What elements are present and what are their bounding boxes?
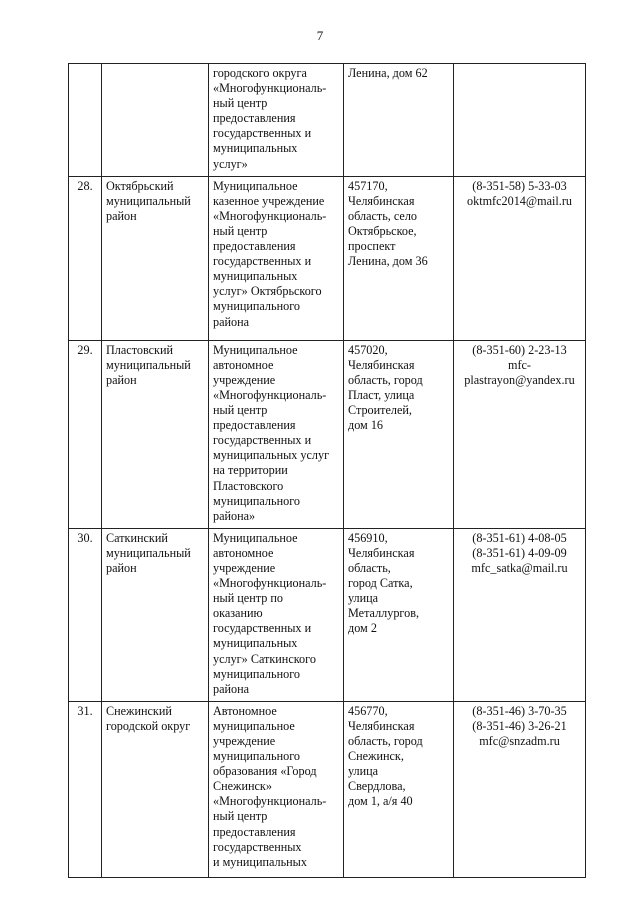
organization-line: муниципального (213, 666, 300, 681)
address-line: Пласт, улица (348, 387, 415, 402)
organization-line: ный центр (213, 96, 268, 111)
organization-line: государственных и (213, 254, 312, 269)
contact-line: (8-351-46) 3-70-35 (472, 703, 567, 718)
organization-line: Муниципальное (213, 530, 298, 545)
address-line: проспект (348, 239, 396, 254)
address-line: Свердлова, (348, 779, 406, 794)
address-line: Челябинская (348, 193, 415, 208)
contact-line: mfc_satka@mail.ru (471, 560, 568, 575)
row-number-cell: 29. (69, 340, 102, 528)
organization-line: услуг» (213, 156, 248, 171)
municipality-cell (102, 64, 209, 177)
address-line: улица (348, 591, 379, 606)
organization-line: ный центр (213, 223, 268, 238)
organization-line: предоставления (213, 239, 296, 254)
municipality-line: Саткинский (106, 530, 168, 545)
municipality-line: Пластовский (106, 342, 174, 357)
organization-cell (209, 64, 344, 177)
organization-line: муниципальное (213, 718, 295, 733)
table-body (69, 64, 586, 878)
municipality-line: муниципальный (106, 545, 191, 560)
organization-line: ный центр (213, 809, 268, 824)
organization-cell (209, 340, 344, 528)
address-line: область, город (348, 734, 423, 748)
organization-line: «Многофункциональ- (213, 576, 327, 591)
municipality-line: Снежинский (106, 703, 172, 718)
contact-line: (8-351-46) 3-26-21 (472, 718, 567, 733)
municipality-line: муниципальный (106, 193, 191, 208)
address-line: дом 1, а/я 40 (348, 794, 413, 809)
row-number-cell: 30. (69, 528, 102, 701)
organization-line: муниципальных (213, 636, 298, 651)
organization-line: образования «Город (213, 764, 317, 779)
organization-cell (209, 701, 344, 877)
address-line: Строителей, (348, 403, 412, 418)
contact-line: mfc- (507, 357, 531, 372)
organization-line: государственных и (213, 126, 312, 141)
organization-line: автономное (213, 357, 274, 372)
organization-line: государственных и (213, 621, 312, 636)
contact-line: oktmfc2014@mail.ru (467, 193, 572, 208)
organization-line: предоставления (213, 111, 296, 126)
organization-line: услуг» Октябрьского (213, 284, 322, 299)
address-cell (344, 340, 454, 528)
organization-line: Муниципальное (213, 342, 298, 357)
organization-line: учреждение (213, 560, 276, 575)
organization-line: казенное учреждение (213, 193, 325, 208)
address-line: область, село (348, 208, 418, 223)
mfc-registry-table (68, 63, 586, 878)
organization-line: муниципальных (213, 141, 298, 156)
municipality-cell (102, 528, 209, 701)
address-line: дом 2 (348, 621, 377, 636)
contact-line: mfc@snzadm.ru (479, 734, 560, 748)
contact-line: (8-351-58) 5-33-03 (472, 178, 567, 193)
contact-line: (8-351-61) 4-09-09 (472, 545, 567, 560)
address-cell (344, 176, 454, 340)
table-row (69, 64, 586, 177)
organization-line: услуг» Саткинского (213, 651, 316, 666)
organization-line: учреждение (213, 734, 276, 748)
organization-cell (209, 176, 344, 340)
organization-line: предоставления (213, 418, 296, 433)
row-number-cell: 28. (69, 176, 102, 340)
organization-line: городского округа (213, 66, 307, 80)
municipality-line: городской округ (106, 718, 191, 733)
table-row (69, 176, 586, 340)
organization-line: Снежинск» (213, 779, 272, 794)
municipality-line: район (106, 372, 137, 387)
municipality-cell (102, 176, 209, 340)
address-cell (344, 701, 454, 877)
municipality-cell (102, 340, 209, 528)
address-line: улица (348, 764, 379, 779)
row-number-cell (69, 64, 102, 177)
contact-line: plastrayon@yandex.ru (464, 372, 575, 387)
contacts-cell (454, 64, 586, 177)
contacts-cell (454, 528, 586, 701)
municipality-line: муниципальный (106, 357, 191, 372)
address-line: Челябинская (348, 545, 415, 560)
organization-line: муниципального (213, 493, 300, 508)
organization-line: района (213, 681, 250, 696)
organization-cell (209, 528, 344, 701)
address-line: Челябинская (348, 718, 415, 733)
page-number: 7 (316, 28, 324, 43)
address-line: 456910, (348, 530, 388, 545)
contact-line: (8-351-61) 4-08-05 (472, 530, 567, 545)
address-line: Октябрьское, (348, 223, 417, 238)
organization-line: государственных (213, 839, 302, 854)
address-line: Ленина, дом 62 (348, 66, 428, 80)
address-line: 457020, (348, 342, 388, 357)
address-line: 456770, (348, 703, 388, 718)
address-line: Металлургов, (348, 606, 420, 621)
address-line: Челябинская (348, 357, 415, 372)
organization-line: Муниципальное (213, 178, 298, 193)
address-line: дом 16 (348, 418, 384, 433)
address-line: область, город (348, 372, 423, 387)
organization-line: автономное (213, 545, 274, 560)
contact-line: (8-351-60) 2-23-13 (472, 342, 567, 357)
organization-line: «Многофункциональ- (213, 208, 327, 223)
address-line: Снежинск, (348, 749, 404, 764)
organization-line: на территории (213, 463, 288, 478)
table-row (69, 528, 586, 701)
organization-line: и муниципальных (213, 854, 307, 869)
organization-line: Пластовского (213, 478, 284, 493)
address-cell (344, 64, 454, 177)
address-line: 457170, (348, 178, 388, 193)
organization-line: государственных и (213, 433, 312, 448)
organization-line: учреждение (213, 372, 276, 387)
contacts-cell (454, 176, 586, 340)
organization-line: ный центр по (213, 591, 283, 606)
address-line: Ленина, дом 36 (348, 254, 428, 269)
organization-line: предоставления (213, 824, 296, 839)
organization-line: ный центр (213, 403, 268, 418)
organization-line: оказанию (213, 606, 263, 621)
contacts-cell (454, 340, 586, 528)
row-number-cell: 31. (69, 701, 102, 877)
municipality-line: Октябрьский (106, 178, 174, 193)
municipality-cell (102, 701, 209, 877)
municipality-line: район (106, 560, 137, 575)
organization-line: муниципального (213, 299, 300, 314)
contacts-cell (454, 701, 586, 877)
organization-line: района (213, 314, 250, 329)
organization-line: муниципальных услуг (213, 448, 330, 463)
organization-line: «Многофункциональ- (213, 387, 327, 402)
organization-line: района» (213, 508, 256, 523)
organization-line: «Многофункциональ- (213, 794, 327, 809)
table-row (69, 701, 586, 877)
municipality-line: район (106, 208, 137, 223)
organization-line: муниципального (213, 749, 300, 764)
organization-line: муниципальных (213, 269, 298, 284)
organization-line: «Многофункциональ- (213, 81, 327, 96)
table-row (69, 340, 586, 528)
address-line: город Сатка, (348, 576, 413, 591)
address-line: область, (348, 560, 391, 575)
address-cell (344, 528, 454, 701)
organization-line: Автономное (213, 703, 277, 718)
